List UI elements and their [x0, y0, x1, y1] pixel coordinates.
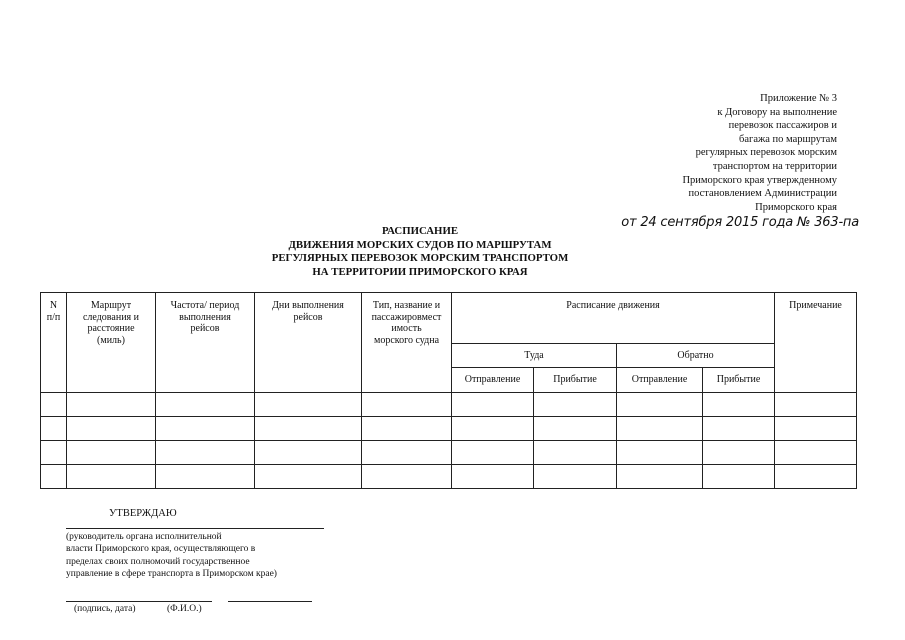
appendix-header [617, 92, 837, 214]
col-header-vessel [362, 293, 452, 393]
col-header-there-arrival: Прибытие [534, 368, 617, 393]
table-cell [156, 393, 255, 417]
table-cell [703, 441, 775, 465]
header-text: Маршрут [90, 300, 132, 311]
table-cell [41, 441, 67, 465]
header-text: Тип, название и [372, 300, 441, 311]
table-cell [255, 441, 362, 465]
table-cell [362, 417, 452, 441]
appendix-line: багажа по маршрутам [739, 133, 837, 145]
col-header-frequency [156, 293, 255, 393]
header-text: рейсов [190, 323, 220, 334]
col-header-route [67, 293, 156, 393]
appendix-line: Приморского края утвержденному [682, 174, 837, 186]
table-cell [775, 441, 857, 465]
table-cell [452, 393, 534, 417]
title-line: ДВИЖЕНИЯ МОРСКИХ СУДОВ ПО МАРШРУТАМ [288, 238, 552, 251]
appendix-line: Приложение № 3 [760, 93, 837, 104]
table-cell [617, 417, 703, 441]
note-line: управление в сфере транспорта в Приморском крае) [66, 568, 277, 579]
full-name-line [228, 601, 312, 602]
header-text: следования и [82, 311, 139, 323]
table-cell [617, 393, 703, 417]
appendix-line: транспортом на территории [712, 160, 837, 172]
col-header-back-departure: Отправление [617, 368, 703, 393]
table-cell [67, 417, 156, 441]
title-line: РЕГУЛЯРНЫХ ПЕРЕВОЗОК МОРСКИМ ТРАНСПОРТОМ [271, 252, 569, 265]
table-cell [67, 441, 156, 465]
signature-date-line [66, 601, 212, 602]
signature-date-label: (подпись, дата) [74, 604, 136, 614]
appendix-line: Приморского края [755, 201, 837, 213]
table-cell [362, 393, 452, 417]
official-description [66, 531, 277, 580]
table-cell [452, 417, 534, 441]
note-line: власти Приморского края, осуществляющего в [66, 544, 256, 555]
document-title [230, 225, 610, 279]
header-text: рейсов [293, 311, 323, 323]
table-cell [67, 393, 156, 417]
title-line: НА ТЕРРИТОРИИ ПРИМОРСКОГО КРАЯ [312, 265, 528, 278]
header-text: расстояние [87, 323, 135, 334]
table-cell [534, 465, 617, 489]
header-text: Дни выполнения [272, 300, 344, 311]
col-header-schedule: Расписание движения [452, 293, 775, 344]
table-cell [41, 417, 67, 441]
table-cell [775, 417, 857, 441]
header-text: п/п [46, 311, 61, 323]
table-cell [156, 417, 255, 441]
table-cell [255, 465, 362, 489]
table-row [41, 393, 857, 417]
table-cell [156, 465, 255, 489]
table-cell [452, 465, 534, 489]
header-text: морского судна [373, 334, 440, 346]
appendix-line: постановлением Администрации [688, 188, 837, 200]
appendix-line: регулярных перевозок морским [695, 147, 837, 159]
table-cell [452, 441, 534, 465]
table-cell [362, 465, 452, 489]
full-name-label: (Ф.И.О.) [167, 604, 202, 614]
table-cell [255, 393, 362, 417]
approval-title: УТВЕРЖДАЮ [109, 508, 177, 519]
header-text: пассажировмест [371, 311, 442, 323]
table-cell [617, 441, 703, 465]
table-cell [703, 417, 775, 441]
col-header-there-departure: Отправление [452, 368, 534, 393]
col-header-there: Туда [452, 344, 617, 368]
header-text: выполнения [179, 311, 231, 323]
header-text: имость [391, 323, 422, 334]
official-signature-line [66, 528, 324, 529]
decree-reference: от 24 сентября 2015 года № 363-па [621, 215, 859, 230]
col-header-days [255, 293, 362, 393]
table-cell [362, 441, 452, 465]
table-cell [41, 393, 67, 417]
header-text: Частота/ период [170, 300, 240, 311]
table-row [41, 441, 857, 465]
table-cell [534, 417, 617, 441]
note-line: (руководитель органа исполнительной [66, 532, 222, 542]
table-cell [617, 465, 703, 489]
table-row [41, 417, 857, 441]
title-line: РАСПИСАНИЕ [381, 225, 459, 237]
col-header-number [41, 293, 67, 393]
table-cell [775, 465, 857, 489]
appendix-line: к Договору на выполнение [717, 106, 837, 118]
note-line: пределах своих полномочий государственное [66, 556, 250, 567]
col-header-back: Обратно [617, 344, 775, 368]
table-cell [703, 465, 775, 489]
table-cell [41, 465, 67, 489]
table-cell [703, 393, 775, 417]
schedule-table [40, 292, 857, 489]
col-header-back-arrival: Прибытие [703, 368, 775, 393]
col-header-notes: Примечание [775, 293, 857, 393]
table-cell [67, 465, 156, 489]
table-cell [534, 393, 617, 417]
header-text: (миль) [97, 334, 125, 346]
table-cell [255, 417, 362, 441]
table-cell [534, 441, 617, 465]
header-text: N [49, 300, 58, 311]
appendix-line: перевозок пассажиров и [728, 120, 837, 132]
table-row [41, 465, 857, 489]
table-cell [156, 441, 255, 465]
table-cell [775, 393, 857, 417]
